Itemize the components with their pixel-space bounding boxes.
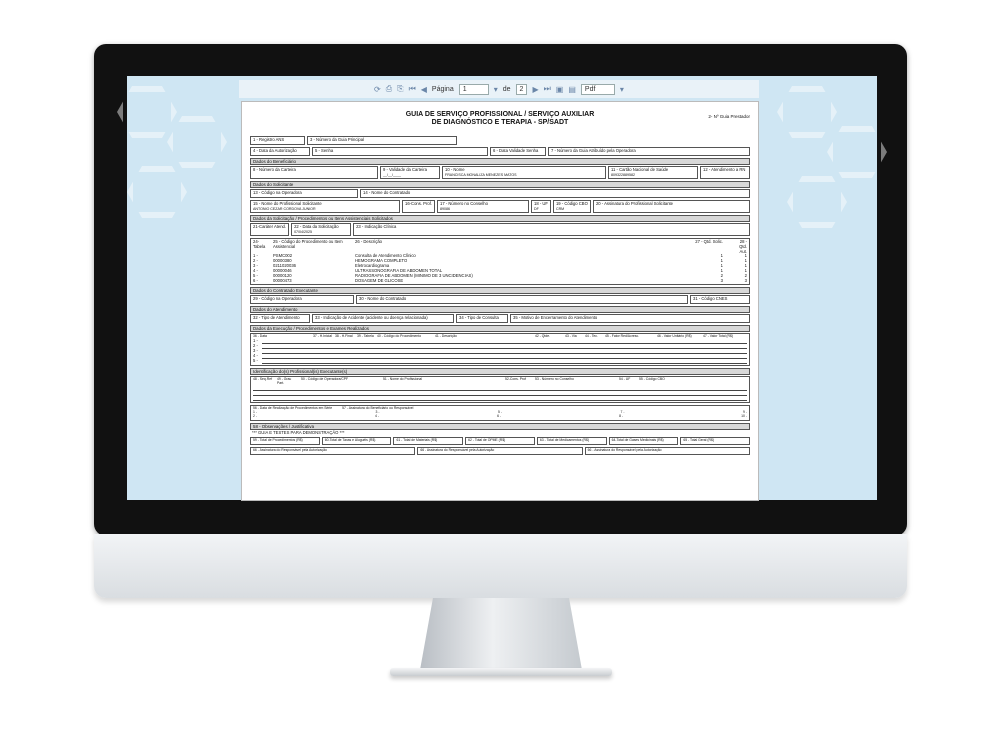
table-row: 6 - 00000473 DOSAGEM DE GLICOSE 3 3: [253, 277, 747, 283]
field-senha: 5 - Senha: [312, 147, 488, 156]
section-observacoes: 58 - Observações / Justificativa: [250, 423, 750, 430]
total-materiais: 61 - Total de Materiais (R$): [393, 437, 463, 445]
section-contratado-executante: Dados do Contratado Executante: [250, 287, 750, 294]
page-total: 2: [516, 84, 528, 95]
field-carater: 21-Caráter Atend.: [250, 223, 289, 236]
field-numero-conselho: 17 - Número no Conselho 89086: [437, 200, 529, 213]
background-hexagon: [127, 166, 187, 218]
field-nome: 10 - Nome FRANCISCA MONALIZA MENEZES MATOS: [442, 166, 606, 179]
table-row: 3 -: [253, 349, 747, 354]
section-atendimento: Dados do Atendimento: [250, 306, 750, 313]
print-options-icon[interactable]: ⎘: [397, 84, 404, 93]
monitor-base: [390, 668, 612, 676]
table-row: 2 -: [253, 344, 747, 349]
format-select[interactable]: Pdf: [581, 84, 615, 95]
observation-text: *** GUIA E TESTES PARA DEMONSTRAÇÃO ***: [252, 429, 345, 435]
first-page-icon[interactable]: ⏮: [408, 84, 416, 93]
total-taxas: 60-Total de Taxas e Aluguéis (R$): [322, 437, 392, 445]
next-page-icon[interactable]: ▶: [532, 84, 539, 94]
screen: [127, 76, 877, 500]
field-validade-carteira: 9 - Validade da Carteira __/__/____: [380, 166, 440, 179]
procedures-header: 24-Tabela 25 - Código do Procedimento ou Item Assistencial 26 - Descrição 27 - Qtd. Solic. 28 - Qtd. Aut.: [253, 238, 747, 254]
table-row: 4 - 00000046 ULTRASSONOGRAFIA DE ABDOMEN TOTAL 1 1: [253, 267, 747, 273]
form-title: GUIA DE SERVIÇO PROFISSIONAL / SERVIÇO AUXILIAR DE DIAGNÓSTICO E TERAPIA - SP/SADT: [405, 111, 595, 126]
field-codigo-operadora: 13 - Código na Operadora: [250, 189, 358, 198]
field-guia-principal: 3 - Número da Guia Principal: [307, 136, 457, 145]
refresh-icon[interactable]: ⟳: [374, 84, 381, 94]
field-validade-senha: 6 - Data Validade Senha: [490, 147, 546, 156]
export-icon[interactable]: ▤: [568, 84, 576, 94]
field-tipo-consulta: 34 - Tipo de Consulta: [456, 314, 508, 323]
field-nome-contratado: 14 - Nome do Contratado: [360, 189, 750, 198]
monitor-chin: [94, 534, 907, 598]
table-row: 4 -: [253, 354, 747, 359]
print-icon[interactable]: ⎙: [385, 84, 393, 93]
field-tipo-atendimento: 32 - Tipo de Atendimento: [250, 314, 310, 323]
table-row: 5 -: [253, 359, 747, 364]
section-execucao: Dados da Execução / Procedimentos e Exames Realizados: [250, 325, 750, 332]
background-hexagon: [777, 86, 837, 138]
chevron-down-icon[interactable]: ▾: [493, 84, 498, 94]
sadt-form: [241, 101, 759, 501]
field-data-autorizacao: 4 - Data da Autorização: [250, 147, 310, 156]
table-row: 1 -: [253, 339, 747, 344]
page-input[interactable]: 1: [459, 84, 489, 95]
field-uf: 18 - UF DF: [531, 200, 551, 213]
table-row: 2 - 00000380 HEMOGRAMA COMPLETO 1 1: [253, 258, 747, 264]
field-indicacao-clinica: 23 - Indicação Clínica: [353, 223, 750, 236]
prev-page-icon[interactable]: ◀: [420, 84, 427, 94]
background-hexagon: [167, 116, 227, 168]
serie-dates: 56 - Data de Realização de Procedimentos em Série 57 - Assinatura do Beneficiário ou Responsável 1 - 3 - 5 - 7 - 9 - 2 - 4 - 6 - 8 - 10 -: [250, 405, 750, 421]
total-medicamentos: 63 - Total de Medicamentos (R$): [537, 437, 607, 445]
field-carteira: 8 - Número da Carteira: [250, 166, 378, 179]
field-cartao-sus: 11 - Cartão Nacional de Saúde 809322889582: [608, 166, 698, 179]
execution-table: 36 - Data 37 - H.Inicial 38 - H.Final 39 - Tabela 40 - Código do Procedimento 41 - Descrição 42 - Qtde. 43 - Via 44 - Tec. 45 - Fator Red/Acresc. 46 - Valor Unitário (R$) 47 - Valor Total (R$) 1 - 2 - 3 - 4 - 5 -: [250, 333, 750, 366]
field-motivo-encerramento: 35 - Motivo de Encerramento do Atendimento: [510, 314, 750, 323]
field-numero-guia: 7 - Número da Guia Atribuído pela Operadora: [548, 147, 750, 156]
table-row: 5 - 00000120 RADIOGRAFIA DE ABDOMEN (MINIMO DE 3 UNCIDENCIAS) 2 2: [253, 272, 747, 278]
section-beneficiario: Dados do Beneficiário: [250, 158, 750, 165]
assinatura-responsavel: 66 - Assinatura do Responsável pela Autorização: [250, 447, 415, 455]
field-cnes: 31 - Código CNES: [690, 295, 750, 304]
table-row: 3 - 0211020036 Eletrocardiograma 1 1: [253, 263, 747, 269]
monitor-stand: [420, 598, 582, 670]
total-opme: 62 - Total de OPME (R$): [465, 437, 535, 445]
of-label: de: [502, 85, 511, 93]
field-cbo: 19 - Código CBO CRM: [553, 200, 591, 213]
assinatura-responsavel: 66 - Assinatura do Responsável pela Autorização: [585, 447, 750, 455]
last-page-icon[interactable]: ⏭: [543, 84, 551, 93]
field-cons-prof: 16-Cons. Prof.: [402, 200, 435, 213]
page-label: Página: [431, 85, 454, 93]
background-hexagon: [787, 176, 847, 228]
field-nome-contratado-exec: 30 - Nome do Contratado: [356, 295, 688, 304]
section-identificacao: Identificação do(s) Profissional(is) Executante(s): [250, 368, 750, 375]
field-assinatura-solicitante: 20 - Assinatura do Profissional Solicitante: [593, 200, 750, 213]
field-registro-ans: 1 - Registro ANS: [250, 136, 305, 145]
field-data-solicitacao: 22 - Data da Solicitação 07/04/2025: [291, 223, 351, 236]
assinatura-responsavel: 66 - Assinatura do Responsável pela Autorização: [417, 447, 582, 455]
total-geral: 65 - Total Geral (R$): [680, 437, 750, 445]
report-toolbar: [239, 80, 759, 98]
chevron-down-icon[interactable]: ▾: [619, 84, 624, 94]
guia-prestador-label: 2- Nº Guia Prestador: [708, 114, 750, 119]
professionals-table: 48 - Seq.Ref 49 - Grau Part. 50 - Código de Operadora/CPF 51 - Nome do Profissional 52-Cons. Prof 53 - Número no Conselho 54 - UF 55 - Código CBO: [250, 376, 750, 403]
field-codigo-operadora-exec: 29 - Código na Operadora: [250, 295, 354, 304]
field-profissional-solicitante: 15 - Nome do Profissional Solicitante ANTONIO CEZAR CORDOVA JUNIOR: [250, 200, 400, 213]
field-atendimento-rn: 12 - Atendimento a RN: [700, 166, 750, 179]
save-icon[interactable]: ▣: [555, 84, 564, 94]
section-solicitacao: Dados da Solicitação / Procedimentos ou Itens Assistenciais Solicitados: [250, 215, 750, 222]
section-solicitante: Dados do Solicitante: [250, 181, 750, 188]
table-row: 1 - PSMC002 Consulta de Atendimento Clínico 1 1: [253, 253, 747, 259]
total-gases: 64-Total de Gases Medicinais (R$): [609, 437, 679, 445]
field-indicacao-acidente: 33 - Indicação de Acidente (acidente ou doença relacionada): [312, 314, 454, 323]
total-procedimentos: 59 - Total de Procedimentos (R$): [250, 437, 320, 445]
procedures-table: [250, 238, 750, 285]
